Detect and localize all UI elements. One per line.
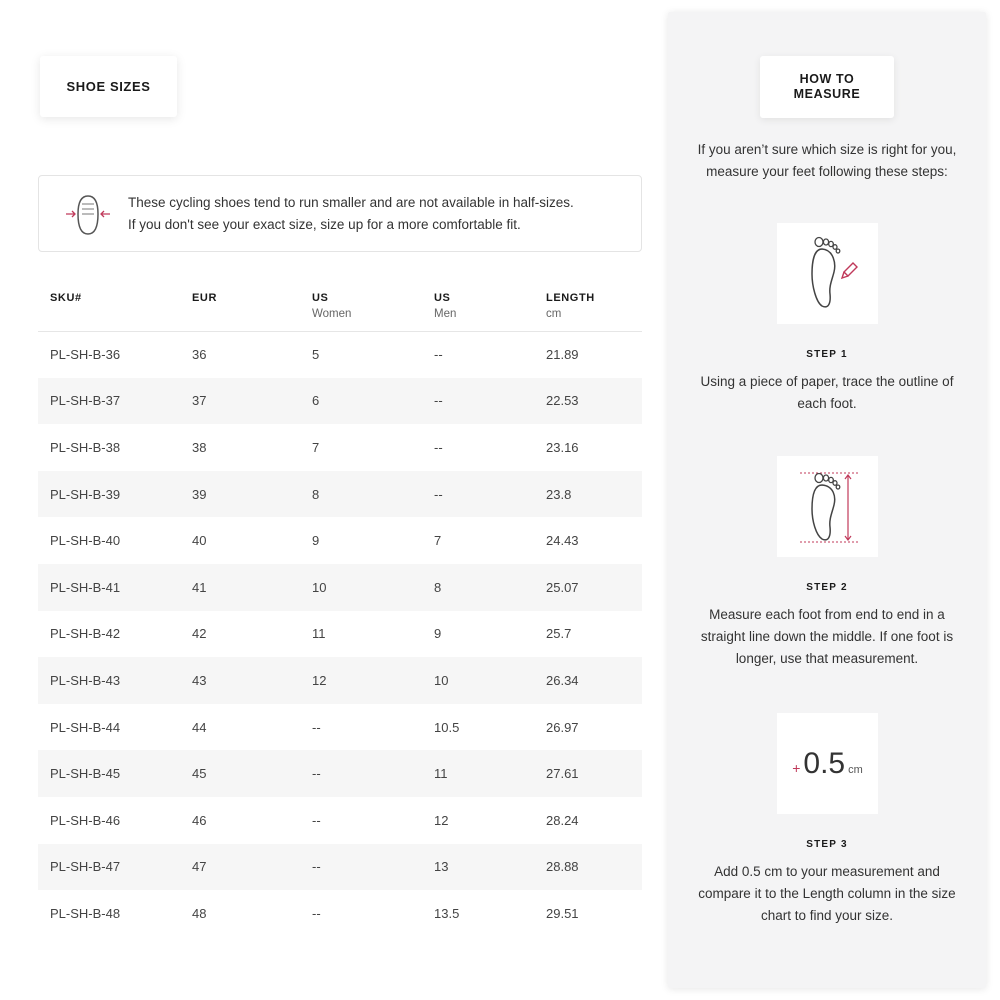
length-cell: 25.07: [546, 564, 642, 611]
how-to-measure-panel: [668, 12, 986, 988]
us-women-cell: --: [312, 719, 321, 735]
eur-cell: 37: [192, 378, 312, 425]
eur-cell: 47: [192, 844, 312, 891]
step-1-line-1: Using a piece of paper, trace the outline of: [700, 374, 954, 389]
sku-cell: PL-SH-B-38: [50, 439, 121, 455]
length-cell: 29.51: [546, 905, 579, 921]
us-women-cell: --: [312, 844, 434, 891]
sku-cell: PL-SH-B-48: [50, 905, 121, 921]
us-men-cell: 13: [434, 844, 546, 891]
length-cell: 27.61: [546, 750, 642, 797]
step-2-line-3: longer, use that measurement.: [735, 651, 919, 666]
notice-line-2: If you don't see your exact size, size up for a more comfortable fit.: [128, 217, 521, 232]
shoe-width-icon: [63, 190, 113, 240]
table-row: [38, 611, 642, 658]
table-row: [38, 517, 642, 564]
us-men-cell: --: [434, 471, 546, 518]
eur-cell: 42: [192, 626, 207, 642]
us-men-cell: 13.5: [434, 905, 460, 921]
sku-cell: PL-SH-B-41: [38, 564, 192, 611]
us-women-cell: 7: [312, 439, 320, 455]
step-3-text: [686, 861, 968, 927]
step-3-illustration: [777, 713, 878, 814]
measure-addition: [792, 747, 863, 781]
us-men-cell: --: [434, 378, 546, 425]
us-men-cell: --: [434, 439, 443, 455]
eur-cell: 44: [192, 719, 207, 735]
table-row: [38, 378, 642, 425]
step-1-illustration: [777, 223, 878, 324]
length-cell: 22.53: [546, 378, 642, 425]
size-table: [38, 280, 642, 937]
step-2-illustration: [777, 456, 878, 557]
column-header-length: LENGTH cm: [546, 280, 642, 331]
us-men-cell: 11: [434, 750, 546, 797]
us-men-cell: 8: [434, 564, 546, 611]
length-cell: 26.34: [546, 657, 642, 704]
panel-title-line-1: HOW TO: [799, 72, 855, 86]
step-1-label: STEP 1: [806, 349, 848, 360]
us-men-cell: 9: [434, 626, 442, 642]
us-men-cell: 10.5: [434, 719, 460, 735]
foot-trace-icon: [778, 224, 878, 324]
step-3-label: STEP 3: [806, 839, 848, 850]
us-men-cell: 7: [434, 533, 442, 549]
us-women-cell: 6: [312, 378, 434, 425]
sku-cell: PL-SH-B-47: [38, 844, 192, 891]
eur-cell: 38: [192, 439, 207, 455]
length-cell: 23.16: [546, 439, 579, 455]
table-row: [38, 890, 642, 937]
length-cell: 26.97: [546, 719, 579, 735]
us-men-cell: 10: [434, 657, 546, 704]
sku-cell: PL-SH-B-46: [50, 812, 121, 828]
us-women-cell: 8: [312, 471, 434, 518]
panel-intro-line-1: If you aren’t sure which size is right for you,: [697, 142, 957, 157]
step-3-line-3: chart to find your size.: [760, 908, 894, 923]
panel-title-line-2: MEASURE: [793, 87, 861, 101]
eur-cell: 45: [192, 750, 312, 797]
eur-cell: 43: [192, 657, 312, 704]
table-row: [38, 797, 642, 844]
eur-cell: 40: [192, 533, 207, 549]
length-cell: 23.8: [546, 471, 642, 518]
sku-cell: PL-SH-B-45: [38, 750, 192, 797]
sku-cell: PL-SH-B-40: [50, 533, 121, 549]
column-header-us-women: US Women: [312, 280, 434, 331]
step-3-line-2: compare it to the Length column in the size: [698, 886, 956, 901]
sku-cell: PL-SH-B-37: [38, 378, 192, 425]
step-2-line-1: Measure each foot from end to end in a: [709, 607, 945, 622]
column-header-sku: SKU#: [38, 280, 192, 331]
sku-cell: PL-SH-B-44: [50, 719, 121, 735]
panel-title: [760, 56, 894, 118]
table-row: [38, 844, 642, 891]
us-women-cell: --: [312, 750, 434, 797]
length-cell: 28.88: [546, 844, 642, 891]
step-1-line-2: each foot.: [797, 396, 857, 411]
eur-cell: 48: [192, 905, 207, 921]
sku-cell: PL-SH-B-42: [50, 626, 121, 642]
page-title: [40, 56, 177, 117]
step-1-text: [686, 371, 968, 415]
panel-intro-line-2: measure your feet following these steps:: [706, 164, 948, 179]
notice-text: [128, 192, 574, 236]
length-cell: 21.89: [546, 347, 579, 363]
table-row: [38, 564, 642, 611]
table-row: [38, 750, 642, 797]
table-row: [38, 331, 642, 378]
us-women-cell: 5: [312, 347, 320, 363]
us-women-cell: 10: [312, 564, 434, 611]
us-women-cell: 12: [312, 657, 434, 704]
eur-cell: 46: [192, 812, 207, 828]
us-women-cell: 9: [312, 533, 320, 549]
table-row: [38, 657, 642, 704]
sku-cell: PL-SH-B-36: [50, 347, 121, 363]
length-cell: 28.24: [546, 812, 579, 828]
table-row: [38, 471, 642, 518]
step-2-line-2: straight line down the middle. If one foot is: [700, 629, 954, 644]
sku-cell: PL-SH-B-43: [38, 657, 192, 704]
panel-intro: [678, 139, 976, 183]
table-row: [38, 704, 642, 751]
column-header-us-men: US Men: [434, 280, 546, 331]
us-women-cell: 11: [312, 626, 326, 642]
us-women-cell: --: [312, 812, 321, 828]
us-women-cell: --: [312, 905, 321, 921]
notice-line-1: These cycling shoes tend to run smaller and are not available in half-sizes.: [128, 195, 574, 210]
length-cell: 24.43: [546, 533, 579, 549]
eur-cell: 41: [192, 564, 312, 611]
column-header-eur: EUR: [192, 280, 312, 331]
table-row: [38, 424, 642, 471]
measure-value: 0.5: [803, 746, 846, 780]
fit-notice: [38, 175, 642, 252]
eur-cell: 36: [192, 347, 207, 363]
length-cell: 25.7: [546, 626, 572, 642]
foot-measure-icon: [778, 457, 878, 557]
measure-unit: cm: [848, 763, 863, 776]
eur-cell: 39: [192, 471, 312, 518]
sku-cell: PL-SH-B-39: [38, 471, 192, 518]
table-header-row: [38, 280, 642, 331]
us-men-cell: --: [434, 347, 443, 363]
page-title-text: SHOE SIZES: [66, 79, 151, 94]
step-2-text: [686, 604, 968, 670]
step-2-label: STEP 2: [806, 582, 848, 593]
step-3-line-1: Add 0.5 cm to your measurement and: [714, 864, 940, 879]
us-men-cell: 12: [434, 812, 449, 828]
plus-sign: +: [792, 759, 801, 776]
